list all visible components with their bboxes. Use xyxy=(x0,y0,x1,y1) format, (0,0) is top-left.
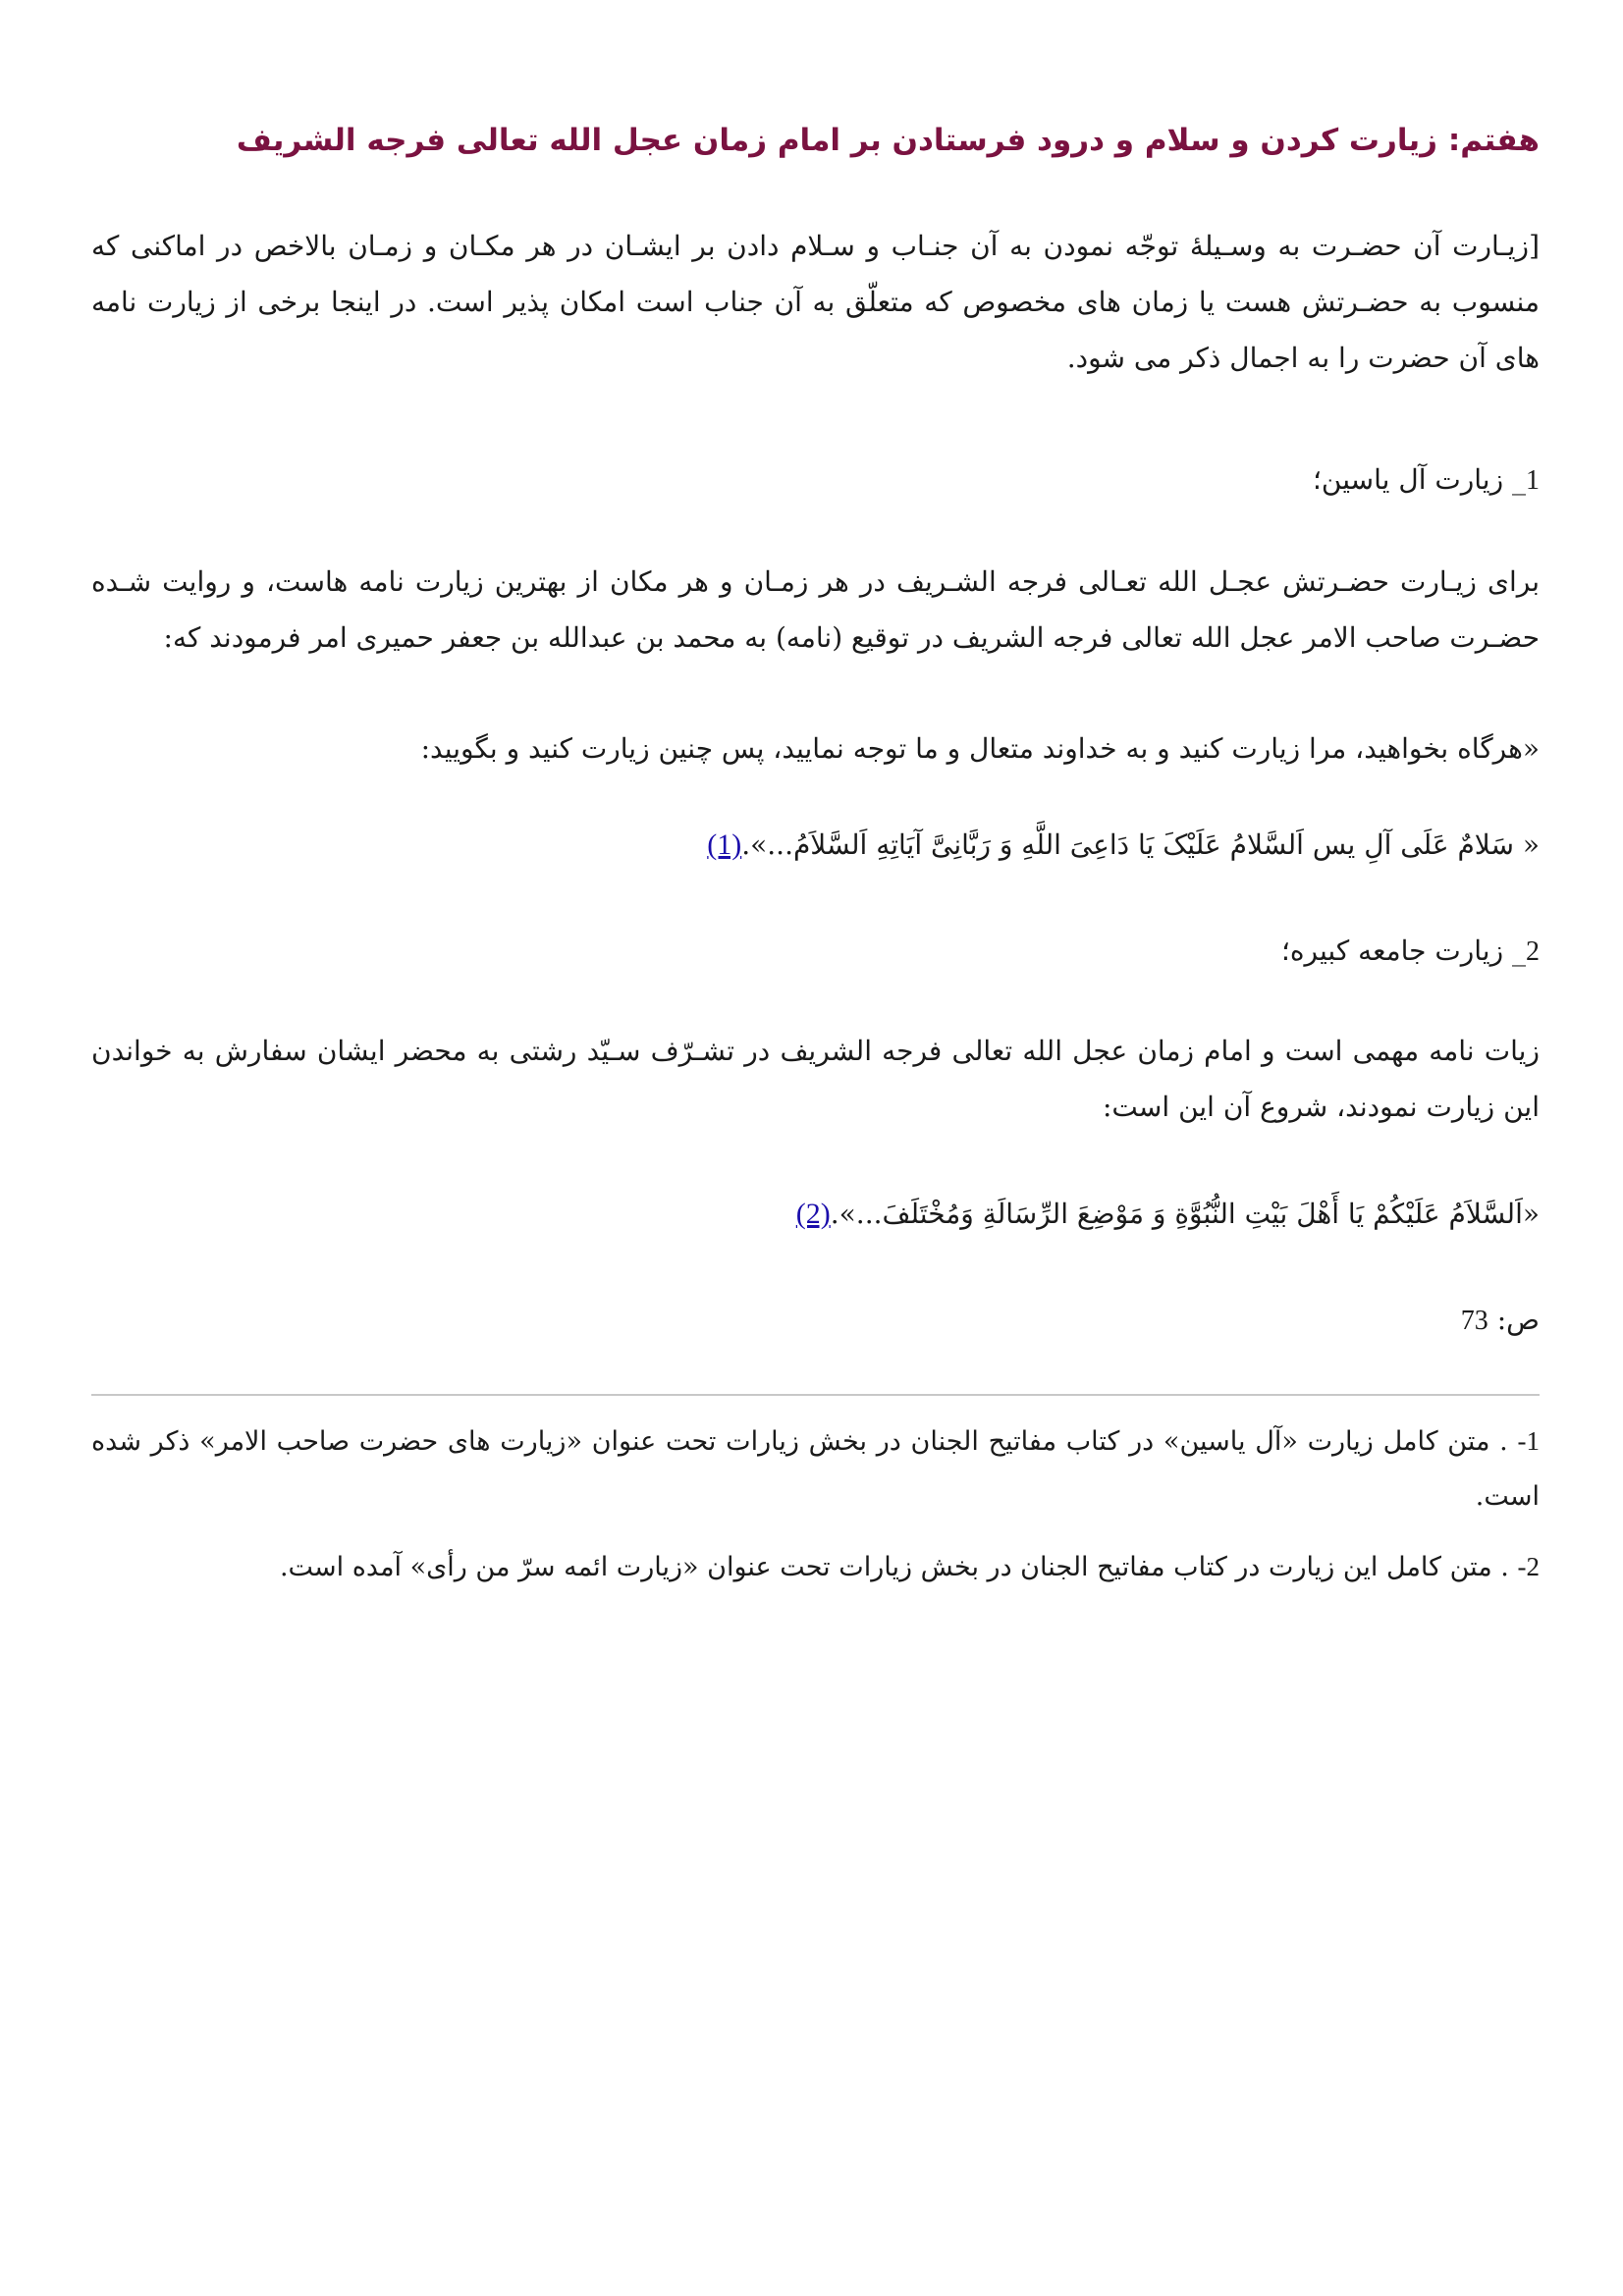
section-2-quote-text: «اَلسَّلاَمُ عَلَیْکُمْ یَا أَهْلَ بَیْتِ النُّبُوَّةِ وَ مَوْضِعَ الرِّسَالَةِ وَمُخْتَلَفَ...». xyxy=(830,1198,1540,1230)
footnote-link-1[interactable]: (1) xyxy=(707,828,742,861)
page-number-label: ص: xyxy=(1496,1304,1540,1336)
section-1-quote-text: « سَلامٌ عَلَی آلِ یس اَلسَّلامُ عَلَیْکَ یَا دَاعِیَ اللَّهِ وَ رَبَّانِیَّ آیَاتِهِ اَلسَّلاَمُ...». xyxy=(741,828,1540,861)
footnote-divider xyxy=(91,1394,1540,1396)
footnote-2 xyxy=(91,1539,1540,1595)
section-1-title xyxy=(91,452,1540,508)
section-2-title-text: _ زیارت جامعه کبیره؛ xyxy=(1280,934,1526,967)
footnote-link-2[interactable]: (2) xyxy=(795,1198,831,1230)
section-heading: هفتم: زیارت کردن و سلام و درود فرستادن بر امام زمان عجل الله تعالی فرجه الشریف xyxy=(236,123,1540,158)
footnote-2-number: 2- xyxy=(1517,1552,1540,1581)
intro-paragraph: [زیـارت آن حضـرت به وسـیلۀ توجّه نمودن به آن جنـاب و سـلام دادن بر ایشـان در هر مکـان و زمـان بالاخص در اماکنی که منسوب به حضـرتش هست یا زمان های مخصوص که متعلّق به آن جناب است امکان پذیر است. در اینجا برخی از زیارت نامه های آن حضرت را به اجمال ذکر می شود. xyxy=(91,230,1540,374)
footnote-1-number: 1- xyxy=(1517,1426,1540,1456)
page-number-value: 73 xyxy=(1460,1306,1488,1336)
section-2-number: 2 xyxy=(1526,936,1540,967)
section-1-body: برای زیـارت حضـرتش عجـل الله تعـالی فرجه الشـریف در هر زمـان و هر مکان از بهترین زیارت نامه هاست، و روایت شـده حضـرت صاحب الامر عجل الله تعالی فرجه الشریف در توقیع (نامه) به محمد بن عبدالله بن جعفر حمیری امر فرمودند که: xyxy=(91,565,1540,654)
section-1-title-text: _ زیارت آل یاسین؛ xyxy=(1313,463,1526,496)
footnote-2-text: . متن کامل این زیارت در کتاب مفاتیح الجنان در بخش زیارات تحت عنوان «زیارت ائمه سرّ من رأی» آمده است. xyxy=(279,1552,1509,1582)
section-1-number: 1 xyxy=(1526,465,1540,496)
section-1-quote-intro: «هرگاه بخواهید، مرا زیارت کنید و به خداوند متعال و ما توجه نمایید، پس چنین زیارت کنید و بگویید: xyxy=(420,732,1540,765)
section-1-quote xyxy=(91,817,1540,873)
section-2-body: زیات نامه مهمی است و امام زمان عجل الله تعالی فرجه الشریف در تشـرّف سـیّد رشتی به محضر ایشان سفارش به خواندن این زیارت نمودند، شروع آن این است: xyxy=(91,1035,1540,1123)
section-2-quote xyxy=(91,1186,1540,1242)
footnote-1-text: . متن کامل زیارت «آل یاسین» در کتاب مفاتیح الجنان در بخش زیارات تحت عنوان «زیارت های حضرت صاحب الامر» ذکر شده است. xyxy=(91,1426,1540,1512)
page-number xyxy=(91,1292,1540,1349)
section-2-title xyxy=(91,923,1540,980)
footnote-1 xyxy=(91,1414,1540,1524)
